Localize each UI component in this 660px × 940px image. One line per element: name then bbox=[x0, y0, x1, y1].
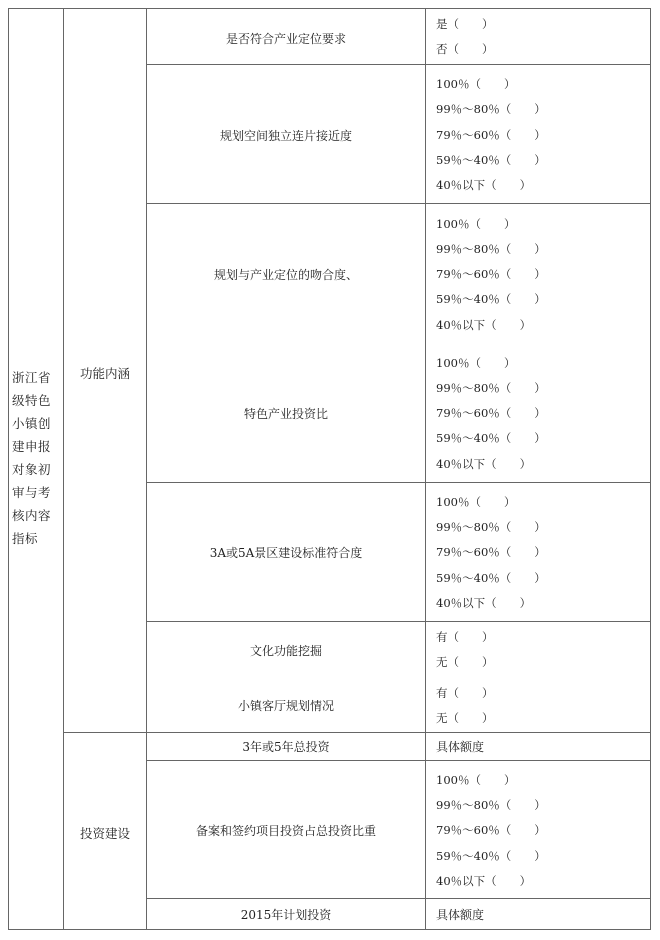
option-checkbox[interactable]: 40％以下（ ） bbox=[436, 874, 532, 888]
sidebar-title-line: 级特色 bbox=[12, 393, 52, 408]
label-positioning: 是否符合产业定位要求 bbox=[225, 32, 347, 46]
table-border-right bbox=[650, 8, 651, 930]
option-checkbox[interactable]: 99％～80％（ ） bbox=[436, 102, 546, 116]
option-checkbox[interactable]: 79％～60％（ ） bbox=[436, 823, 546, 837]
option-checkbox[interactable]: 59％～40％（ ） bbox=[436, 571, 546, 585]
column-divider-1 bbox=[63, 8, 64, 930]
option-checkbox[interactable]: 59％～40％（ ） bbox=[436, 292, 546, 306]
option-checkbox[interactable]: 59％～40％（ ） bbox=[436, 849, 546, 863]
option-checkbox[interactable]: 79％～60％（ ） bbox=[436, 406, 546, 420]
row-divider bbox=[146, 621, 651, 622]
option-checkbox[interactable]: 99％～80％（ ） bbox=[436, 798, 546, 812]
option-checkbox[interactable]: 是（ ） bbox=[436, 17, 494, 31]
category-investment: 投资建设 bbox=[79, 826, 131, 841]
option-checkbox[interactable]: 有（ ） bbox=[436, 630, 494, 644]
option-checkbox[interactable]: 100％（ ） bbox=[436, 495, 516, 509]
category-function: 功能内涵 bbox=[79, 366, 131, 381]
option-checkbox[interactable]: 79％～60％（ ） bbox=[436, 128, 546, 142]
section-divider bbox=[63, 732, 651, 733]
option-checkbox[interactable]: 99％～80％（ ） bbox=[436, 242, 546, 256]
option-checkbox[interactable]: 59％～40％（ ） bbox=[436, 153, 546, 167]
label-contiguity: 规划空间独立连片接近度 bbox=[219, 129, 353, 143]
label-culture: 文化功能挖掘 bbox=[249, 644, 323, 658]
row-divider bbox=[146, 898, 651, 899]
option-checkbox[interactable]: 79％～60％（ ） bbox=[436, 267, 546, 281]
option-checkbox[interactable]: 无（ ） bbox=[436, 711, 494, 725]
row-divider bbox=[146, 203, 651, 204]
option-checkbox[interactable]: 99％～80％（ ） bbox=[436, 381, 546, 395]
option-checkbox[interactable]: 否（ ） bbox=[436, 42, 494, 56]
row-divider bbox=[146, 64, 651, 65]
sidebar-title-line: 小镇创 bbox=[12, 416, 52, 431]
sidebar-title-line: 对象初 bbox=[12, 462, 52, 477]
sidebar-title-line: 建申报 bbox=[12, 439, 52, 454]
row-divider bbox=[146, 482, 651, 483]
amount-cell[interactable]: 具体额度 bbox=[436, 740, 485, 754]
column-divider-3 bbox=[425, 8, 426, 930]
label-fit: 规划与产业定位的吻合度、 bbox=[213, 268, 359, 282]
option-checkbox[interactable]: 无（ ） bbox=[436, 655, 494, 669]
option-checkbox[interactable]: 100％（ ） bbox=[436, 773, 516, 787]
option-checkbox[interactable]: 有（ ） bbox=[436, 686, 494, 700]
option-checkbox[interactable]: 100％（ ） bbox=[436, 77, 516, 91]
label-plan-2015: 2015年计划投资 bbox=[240, 908, 332, 922]
sidebar-title-line: 指标 bbox=[12, 531, 39, 546]
option-checkbox[interactable]: 40％以下（ ） bbox=[436, 318, 532, 332]
option-checkbox[interactable]: 40％以下（ ） bbox=[436, 178, 532, 192]
label-scenic: 3A或5A景区建设标准符合度 bbox=[209, 546, 363, 560]
sidebar-title-line: 浙江省 bbox=[12, 370, 52, 385]
table-border-left bbox=[8, 8, 9, 930]
sidebar-title bbox=[12, 366, 62, 550]
label-filing-ratio: 备案和签约项目投资占总投资比重 bbox=[195, 824, 377, 838]
table-border-bottom bbox=[8, 929, 651, 930]
table-border-top bbox=[8, 8, 651, 9]
option-checkbox[interactable]: 100％（ ） bbox=[436, 356, 516, 370]
label-hall: 小镇客厅规划情况 bbox=[237, 699, 335, 713]
row-divider bbox=[146, 760, 651, 761]
option-checkbox[interactable]: 40％以下（ ） bbox=[436, 596, 532, 610]
option-checkbox[interactable]: 100％（ ） bbox=[436, 217, 516, 231]
sidebar-title-line: 审与考 bbox=[12, 485, 52, 500]
option-checkbox[interactable]: 59％～40％（ ） bbox=[436, 431, 546, 445]
label-total-investment: 3年或5年总投资 bbox=[242, 740, 330, 754]
option-checkbox[interactable]: 40％以下（ ） bbox=[436, 457, 532, 471]
option-checkbox[interactable]: 79％～60％（ ） bbox=[436, 545, 546, 559]
sidebar-title-line: 核内容 bbox=[12, 508, 52, 523]
option-checkbox[interactable]: 99％～80％（ ） bbox=[436, 520, 546, 534]
amount-cell[interactable]: 具体额度 bbox=[436, 908, 485, 922]
label-industry-ratio: 特色产业投资比 bbox=[243, 407, 329, 421]
column-divider-2 bbox=[146, 8, 147, 930]
